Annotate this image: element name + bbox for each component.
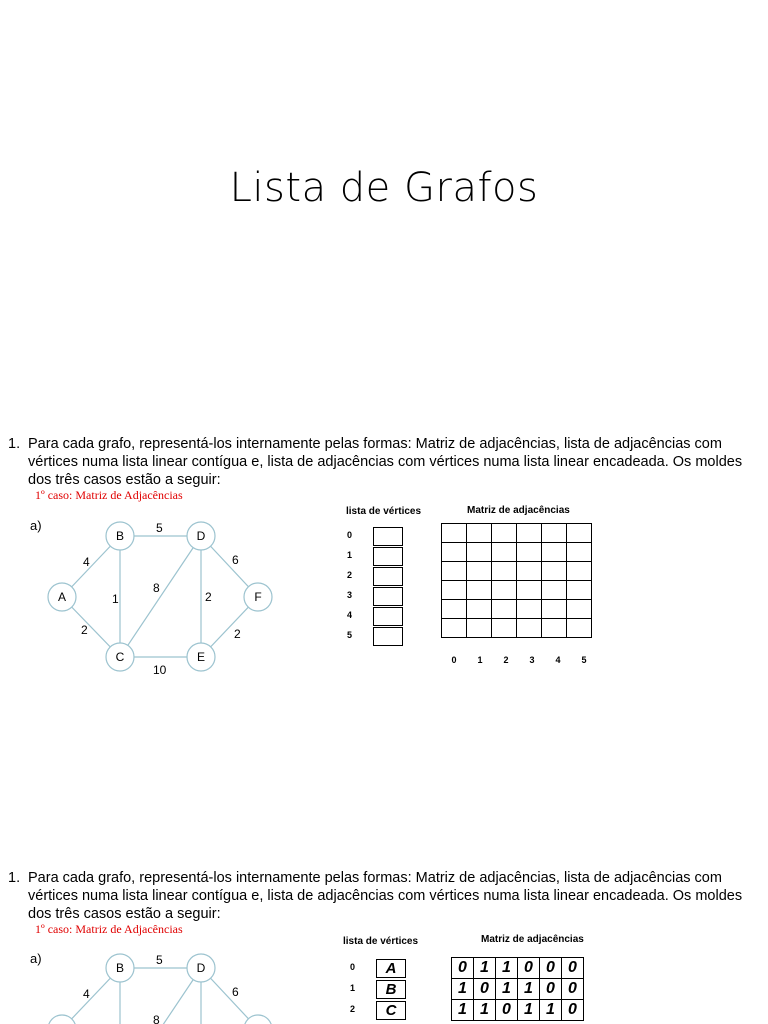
graph-diagram xyxy=(40,515,280,680)
matrix-row: 0 1 1 0 0 0 xyxy=(452,958,584,979)
vertex-cell xyxy=(373,607,403,626)
matrix-row xyxy=(442,619,592,638)
svg-text:F: F xyxy=(254,590,262,604)
question-body: Para cada grafo, representá-los internamente pelas formas: Matriz de adjacências, lista de adjacências com vértices numa lista linear contígua e, lista de adjacências com vértices numa lista linear encadeada. Os moldes dos três casos estão a seguir: xyxy=(28,870,743,922)
vertex-cell xyxy=(373,567,403,586)
adjacency-matrix-empty xyxy=(441,523,592,638)
weight-d-f: 6 xyxy=(232,985,239,999)
svg-text:E: E xyxy=(196,650,206,664)
case-label: 1º caso: Matriz de Adjacências xyxy=(35,488,183,502)
svg-text:D: D xyxy=(196,529,206,543)
node-d xyxy=(187,522,215,550)
node-a xyxy=(48,1015,76,1024)
matrix-row xyxy=(442,524,592,543)
matrix-row xyxy=(442,562,592,581)
question-body: Para cada grafo, representá-los internamente pelas formas: Matriz de adjacências, lista de adjacências com vértices numa lista linear contígua e, lista de adjacências com vértices numa lista linear encadeada. Os moldes dos três casos estão a seguir: xyxy=(28,436,743,488)
weight-b-d: 5 xyxy=(156,953,163,967)
question-text xyxy=(8,869,748,923)
svg-text:C: C xyxy=(115,650,125,664)
item-label: a) xyxy=(30,951,42,966)
weight-c-d: 8 xyxy=(153,1013,160,1024)
svg-text:B: B xyxy=(115,961,125,975)
node-d xyxy=(187,954,215,982)
vertex-cell: C xyxy=(376,1001,406,1020)
question-number: 1. xyxy=(8,870,21,886)
vertex-cell xyxy=(373,627,403,646)
node-e xyxy=(187,643,215,671)
weight-a-b: 4 xyxy=(83,555,90,569)
weight-b-d: 5 xyxy=(156,521,163,535)
page-title: Lista de Grafos xyxy=(229,165,539,211)
weight-a-b: 4 xyxy=(83,987,90,1001)
weight-a-c: 2 xyxy=(81,623,88,637)
weight-d-e: 2 xyxy=(205,590,212,604)
matrix-row: 1 0 1 1 0 0 xyxy=(452,979,584,1000)
node-c xyxy=(106,643,134,671)
weight-d-f: 6 xyxy=(232,553,239,567)
svg-text:D: D xyxy=(196,961,206,975)
matrix-row xyxy=(442,581,592,600)
weight-c-d: 8 xyxy=(153,581,160,595)
weight-e-f: 2 xyxy=(234,627,241,641)
case-label: 1º caso: Matriz de Adjacências xyxy=(35,922,183,936)
vertex-cell: B xyxy=(376,980,406,999)
matrix-header: Matriz de adjacências xyxy=(467,505,570,516)
svg-text:A: A xyxy=(57,590,67,604)
matrix-row xyxy=(442,543,592,562)
edge-c-d xyxy=(120,536,201,657)
node-a xyxy=(48,583,76,611)
node-f xyxy=(244,1015,272,1024)
item-label: a) xyxy=(30,518,42,533)
vertex-cell xyxy=(373,527,403,546)
edge-c-d xyxy=(120,968,201,1024)
vertex-list-header: lista de vértices xyxy=(346,506,422,517)
matrix-row: 1 1 0 1 1 0 xyxy=(452,1000,584,1021)
vertex-cell xyxy=(373,547,403,566)
question-number: 1. xyxy=(8,436,21,452)
question-text xyxy=(8,435,748,489)
graph-diagram-partial xyxy=(40,947,280,1024)
vertex-cell xyxy=(373,587,403,606)
matrix-row xyxy=(442,600,592,619)
weight-c-e: 10 xyxy=(153,663,167,677)
vertex-list-header: lista de vértices xyxy=(343,936,419,947)
matrix-header: Matriz de adjacências xyxy=(481,934,584,945)
svg-text:B: B xyxy=(115,529,125,543)
node-b xyxy=(106,522,134,550)
adjacency-matrix-filled xyxy=(451,957,584,1021)
node-f xyxy=(244,583,272,611)
node-b xyxy=(106,954,134,982)
weight-b-c: 1 xyxy=(112,592,119,606)
vertex-cell: A xyxy=(376,959,406,978)
